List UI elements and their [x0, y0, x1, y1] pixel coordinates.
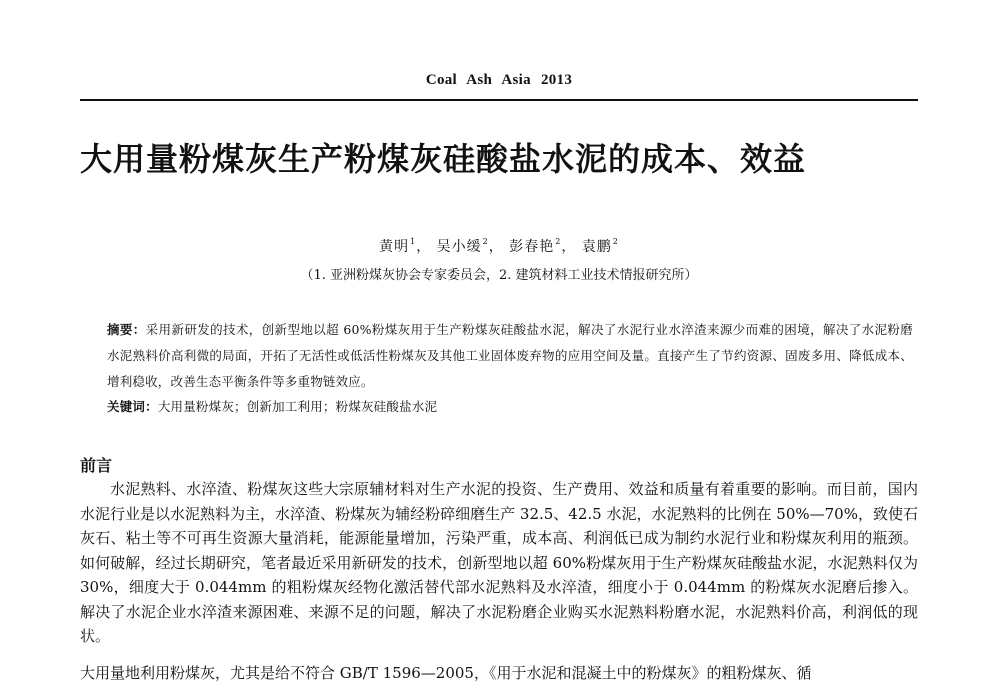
body-paragraph: 水泥熟料、水淬渣、粉煤灰这些大宗原辅材料对生产水泥的投资、生产费用、效益和质量有着重要的影响。而目前，国内水泥行业是以水泥熟料为主，水淬渣、粉煤灰为辅经粉碎细磨生产 32.5、42.5 水泥，水泥熟料的比例在 50%—70%，致使石灰石、粘土等不可再生资源大量消耗，能源能量增加，污染严重，成本高、利润低已成为制约水泥行业和粉煤灰利用的瓶颈。如何破解，经过长期研究，笔者最近采用新研发的技术，创新型地以超 60%粉煤灰用于生产粉煤灰硅酸盐水泥，水泥熟料仅为 30%，细度大于 0.044mm 的粗粉煤灰经物化激活替代部水泥熟料及水淬渣，细度小于 0.044mm 的粉煤灰水泥磨后掺入。解决了水泥企业水淬渣来源困难、来源不足的问题，解决了水泥粉磨企业购买水泥熟料粉磨水泥，水泥熟料价高，利润低的现状。	[80, 480, 918, 645]
paper-title: 大用量粉煤灰生产粉煤灰硅酸盐水泥的成本、效益	[80, 140, 807, 178]
keywords-label: 关键词：	[107, 399, 158, 414]
author-affiliation-mark: 2	[612, 237, 619, 246]
author-list: 黄明$^1$， 吴小缓$^2$， 彭春艳$^2$， 袁鹏$^2$	[379, 237, 619, 255]
author-name: 彭春艳	[509, 239, 555, 255]
abstract-text: 采用新研发的技术，创新型地以超 60%粉煤灰用于生产粉煤灰硅酸盐水泥，解决了水泥行业水淬渣来源少而难的困境，解决了水泥粉磨水泥熟料价高利微的局面，开拓了无活性或低活性粉煤灰及其他工业固体废弃物的应用空间及量。直接产生了节约资源、固废多用、降低成本、增利稳收，改善生态平衡条件等多重物链效应。	[107, 322, 913, 389]
author-affiliation-mark: 2	[482, 237, 489, 246]
author-name: 袁鹏	[581, 239, 612, 255]
author-affiliation-mark: 2	[555, 237, 562, 246]
abstract-label: 摘要：	[107, 322, 146, 337]
author-affiliation-mark: 1	[410, 237, 417, 246]
keywords	[107, 397, 913, 415]
author-name: 黄明	[379, 239, 410, 255]
section-heading: 前言	[80, 456, 113, 475]
journal-header: Coal Ash Asia 2013	[425, 72, 573, 88]
author-name: 吴小缓	[436, 239, 482, 255]
header-rule	[80, 99, 918, 101]
keywords-text: 大用量粉煤灰；创新加工利用；粉煤灰硅酸盐水泥	[157, 399, 438, 414]
body-paragraph-continued: 大用量地利用粉煤灰，尤其是给不符合 GB/T 1596—2005，《用于水泥和混凝土中的粉煤灰》的粗粉煤灰、循	[80, 664, 812, 682]
affiliation: （1. 亚洲粉煤灰协会专家委员会，2. 建筑材料工业技术情报研究所）	[300, 268, 698, 283]
abstract	[107, 317, 913, 395]
